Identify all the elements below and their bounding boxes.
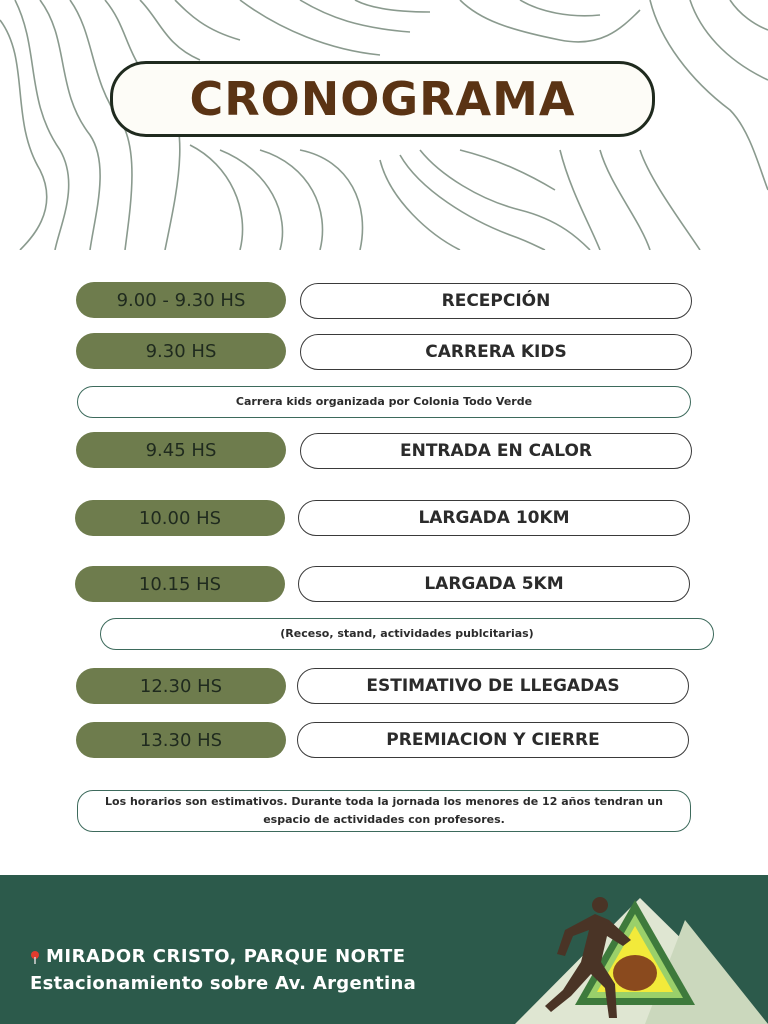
event-label: LARGADA 5KM [298, 566, 690, 602]
time-pill: 12.30 HS [76, 668, 286, 704]
time-pill: 9.30 HS [76, 333, 286, 369]
parking-text: Estacionamiento sobre Av. Argentina [30, 973, 417, 994]
page-title: CRONOGRAMA [189, 72, 576, 126]
location-line [30, 946, 406, 967]
title-banner [110, 61, 655, 137]
kids-note: Carrera kids organizada por Colonia Todo Verde [77, 386, 691, 418]
time-pill: 9.45 HS [76, 432, 286, 468]
disclaimer-note: Los horarios son estimativos. Durante toda la jornada los menores de 12 años tendran un espacio de actividades con profesores. [77, 790, 691, 832]
time-pill: 9.00 - 9.30 HS [76, 282, 286, 318]
event-label: RECEPCIÓN [300, 283, 692, 319]
event-label: ENTRADA EN CALOR [300, 433, 692, 469]
time-pill: 13.30 HS [76, 722, 286, 758]
map-pin-icon [30, 950, 40, 964]
break-note: (Receso, stand, actividades publcitarias) [100, 618, 714, 650]
runner-mountain-logo [505, 880, 768, 1024]
event-label: CARRERA KIDS [300, 334, 692, 370]
time-pill: 10.15 HS [75, 566, 285, 602]
time-pill: 10.00 HS [75, 500, 285, 536]
event-label: PREMIACION Y CIERRE [297, 722, 689, 758]
event-label: ESTIMATIVO DE LLEGADAS [297, 668, 689, 704]
location-text: MIRADOR CRISTO, PARQUE NORTE [46, 946, 406, 967]
event-label: LARGADA 10KM [298, 500, 690, 536]
